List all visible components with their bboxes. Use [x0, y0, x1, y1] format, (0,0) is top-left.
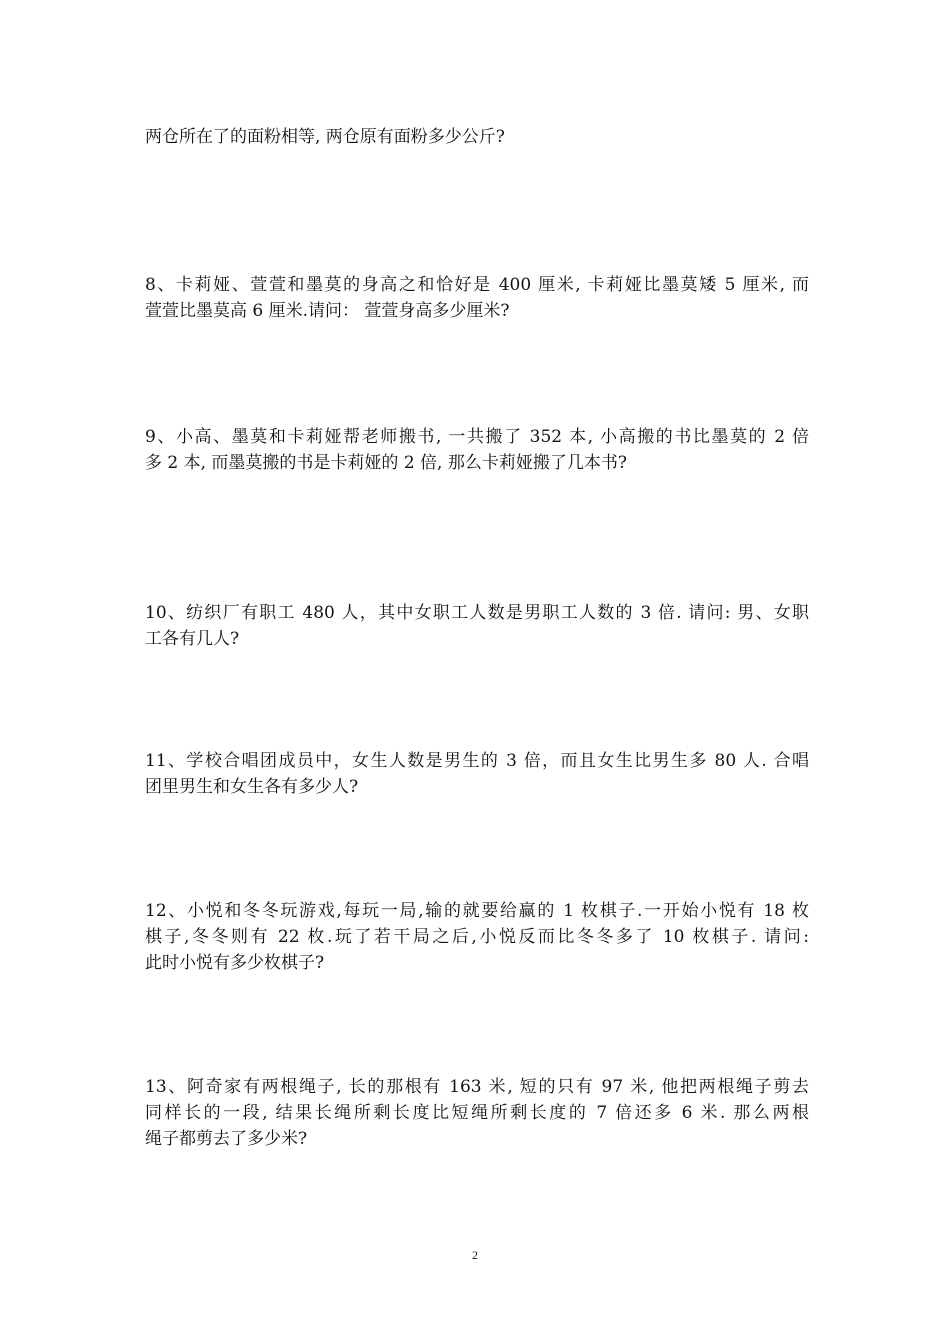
text-line: 此时小悦有多少枚棋子? — [145, 953, 325, 973]
text-line: 10、纺织厂有职工 480 人，其中女职工人数是男职工人数的 3 倍. 请问: 男、女职 — [145, 603, 809, 623]
question-10 — [145, 600, 809, 652]
question-11 — [145, 748, 809, 800]
text-line: 团里男生和女生各有多少人? — [145, 777, 359, 797]
question-9 — [145, 424, 809, 476]
text-line: 13、阿奇家有两根绳子, 长的那根有 163 米, 短的只有 97 米, 他把两根绳子剪去 — [145, 1077, 809, 1097]
text-line: 12、小悦和冬冬玩游戏,每玩一局,输的就要给赢的 1 枚棋子.一开始小悦有 18 枚 — [145, 901, 809, 921]
text-line: 同样长的一段, 结果长绳所剩长度比短绳所剩长度的 7 倍还多 6 米. 那么两根 — [145, 1103, 809, 1123]
question-7-continuation — [145, 124, 809, 150]
text-line: 萱萱比墨莫高 6 厘米.请问： 萱萱身高多少厘米? — [145, 301, 510, 321]
text-line: 9、小高、墨莫和卡莉娅帮老师搬书, 一共搬了 352 本, 小高搬的书比墨莫的 2 倍 — [145, 427, 809, 447]
question-8 — [145, 272, 809, 324]
question-13 — [145, 1074, 809, 1152]
page-number: 2 — [472, 1248, 478, 1262]
text-line: 工各有几人? — [145, 629, 240, 649]
text-line: 11、学校合唱团成员中，女生人数是男生的 3 倍，而且女生比男生多 80 人. 合唱 — [145, 751, 809, 771]
text-line: 绳子都剪去了多少米? — [145, 1129, 308, 1149]
text-line: 棋子,冬冬则有 22 枚.玩了若干局之后,小悦反而比冬冬多了 10 枚棋子. 请问: — [145, 927, 809, 947]
text-line: 两仓所在了的面粉相等, 两仓原有面粉多少公斤? — [145, 127, 505, 147]
question-12 — [145, 898, 809, 976]
text-line: 多 2 本, 而墨莫搬的书是卡莉娅的 2 倍, 那么卡莉娅搬了几本书? — [145, 453, 627, 473]
text-line: 8、卡莉娅、萱萱和墨莫的身高之和恰好是 400 厘米, 卡莉娅比墨莫矮 5 厘米, 而 — [145, 275, 809, 295]
